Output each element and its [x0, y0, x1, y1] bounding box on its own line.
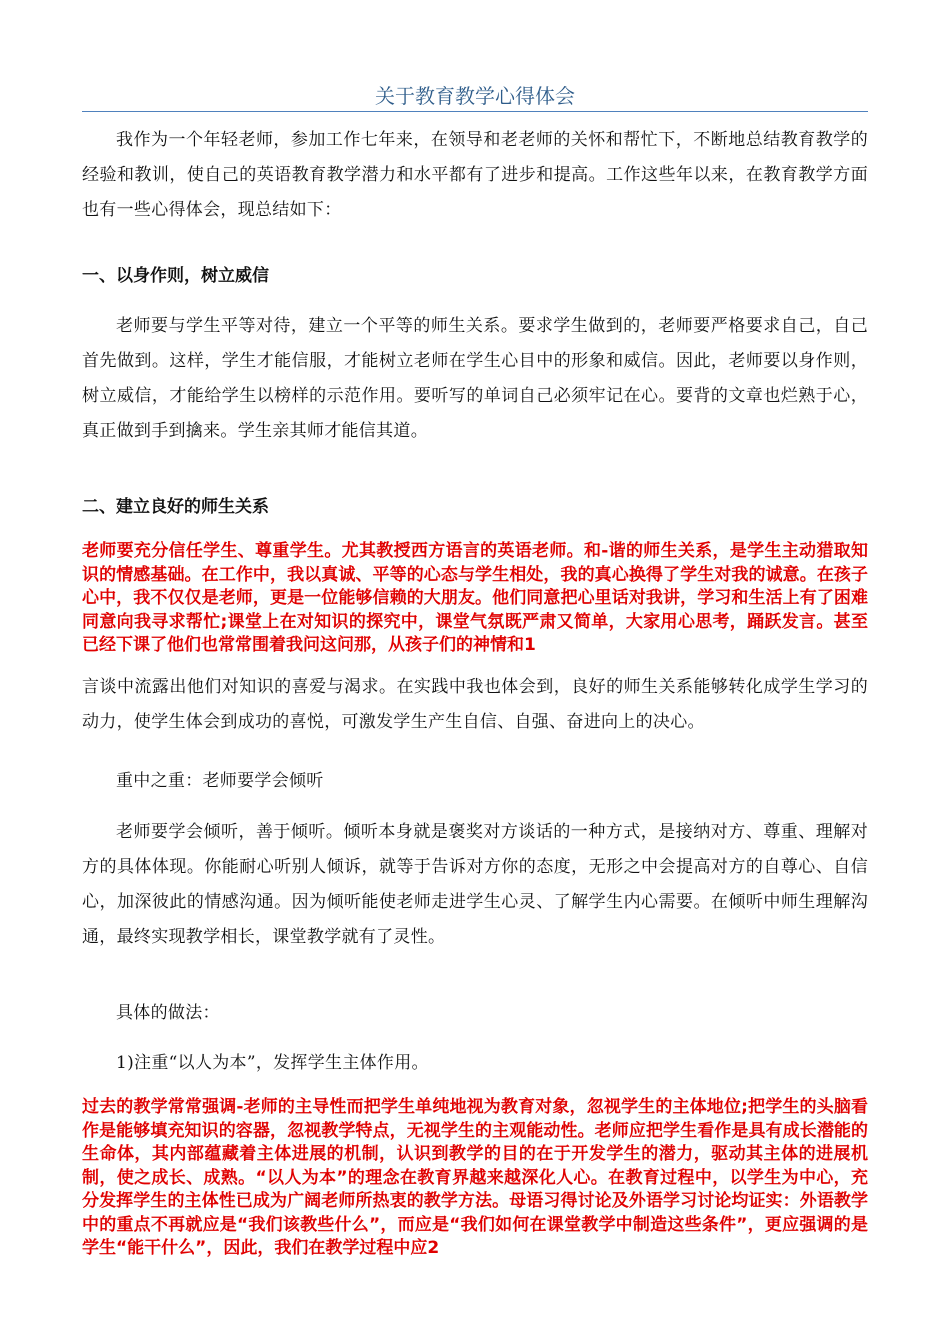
section-1-paragraph: 老师要与学生平等对待，建立一个平等的师生关系。要求学生做到的，老师要严格要求自己，自己首先做到。这样，学生才能信服，才能树立老师在学生心目中的形象和威信。因此，老师要以身作则，树立威信，才能给学生以榜样的示范作用。要听写的单词自己必须牢记在心。要背的文章也烂熟于心，真正做到手到擒来。学生亲其师才能信其道。	[82, 316, 868, 441]
document-title: 关于教育教学心得体会	[375, 84, 575, 108]
listening-paragraph: 老师要学会倾听，善于倾听。倾听本身就是褒奖对方谈话的一种方式，是接纳对方、尊重、理解对方的具体体现。你能耐心听别人倾诉，就等于告诉对方你的态度，无形之中会提高对方的自尊心、自信心，加深彼此的情感沟通。因为倾听能使老师走进学生心灵、了解学生内心需要。在倾听中师生理解沟通，最终实现教学相长，课堂教学就有了灵性。	[82, 822, 868, 947]
highlighted-paragraph-1: 老师要充分信任学生、尊重学生。尤其教授西方语言的英语老师。和-谐的师生关系，是学生主动猎取知识的情感基础。在工作中，我以真诚、平等的心态与学生相处，我的真心换得了学生对我的诚意。在孩子心中，我不仅仅是老师，更是一位能够信赖的大朋友。他们同意把心里话对我讲，学习和生活上有了困难同意向我寻求帮忙;课堂上在对知识的探究中，课堂气氛既严肃又简单，大家用心思考，踊跃发言。甚至已经下课了他们也常常围着我问这问那，从孩子们的神情和1	[82, 541, 868, 655]
methods-label: 具体的做法：	[116, 1003, 220, 1023]
title-underline	[82, 111, 868, 112]
method-1-item: 1)注重“以人为本”，发挥学生主体作用。	[116, 1053, 429, 1073]
intro-paragraph: 我作为一个年轻老师，参加工作七年来，在领导和老老师的关怀和帮忙下，不断地总结教育教学的经验和教训，使自己的英语教育教学潜力和水平都有了进步和提高。工作这些年以来，在教育教学方面也有一些心得体会，现总结如下：	[82, 130, 868, 220]
subheading-listening: 重中之重：老师要学会倾听	[116, 771, 324, 791]
section-2-paragraph: 言谈中流露出他们对知识的喜爱与渴求。在实践中我也体会到，良好的师生关系能够转化成学生学习的动力，使学生体会到成功的喜悦，可激发学生产生自信、自强、奋进向上的决心。	[82, 677, 868, 732]
highlighted-paragraph-2: 过去的教学常常强调-老师的主导性而把学生单纯地视为教育对象，忽视学生的主体地位;把学生的头脑看作是能够填充知识的容器，忽视教学特点，无视学生的主观能动性。老师应把学生看作是具有成长潜能的生命体，其内部蕴藏着主体进展的机制，认识到教学的目的在于开发学生的潜力，驱动其主体的进展机制，使之成长、成熟。“以人为本”的理念在教育界越来越深化人心。在教育过程中，以学生为中心，充分发挥学生的主体性已成为广阔老师所热衷的教学方法。母语习得讨论及外语学习讨论均证实：外语教学中的重点不再就应是“我们该教些什么”，而应是“我们如何在课堂教学中制造这些条件”，更应强调的是学生“能干什么”，因此，我们在教学过程中应2	[82, 1097, 868, 1258]
section-2-heading: 二、建立良好的师生关系	[82, 497, 269, 517]
section-1-heading: 一、以身作则，树立威信	[82, 266, 269, 286]
